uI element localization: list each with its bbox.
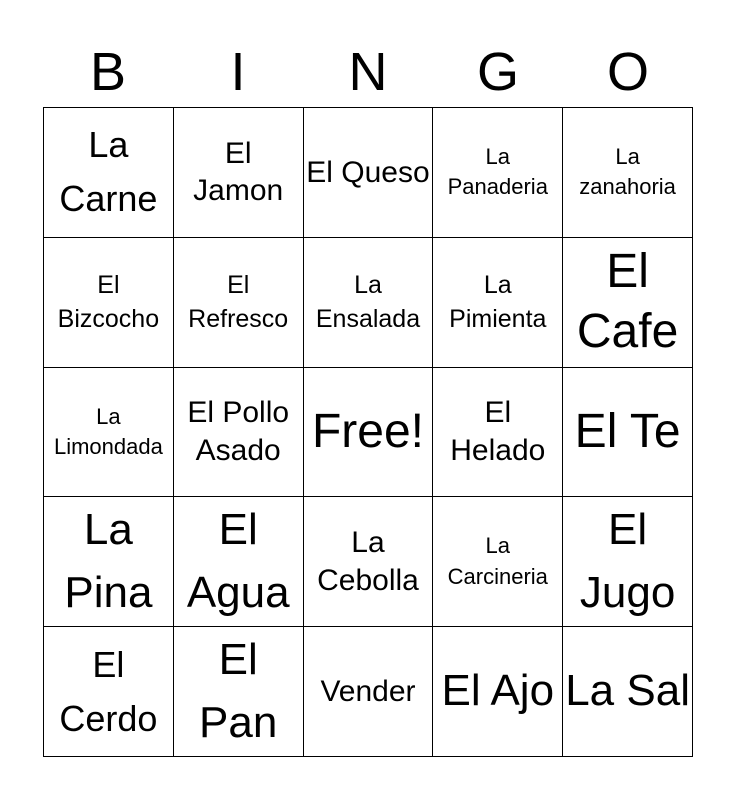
bingo-cell[interactable] <box>174 238 304 368</box>
bingo-cell[interactable] <box>433 108 563 238</box>
bingo-cell[interactable] <box>304 497 434 627</box>
cell-label: Vender <box>320 674 416 708</box>
cell-label: La Limondada <box>53 403 163 459</box>
header-letter-i: I <box>230 42 246 102</box>
bingo-cell[interactable] <box>563 108 693 238</box>
cell-label: El Refresco <box>188 270 289 334</box>
header-letter-b: B <box>89 42 127 102</box>
bingo-cell[interactable] <box>304 627 434 757</box>
bingo-cell[interactable] <box>44 108 174 238</box>
free-space-label: Free! <box>311 404 424 458</box>
cell-label: La Carcineria <box>447 533 548 589</box>
cell-label: El Helado <box>450 396 546 467</box>
bingo-cell[interactable] <box>174 368 304 498</box>
cell-label: La Pina <box>64 505 153 617</box>
header-letter-g: G <box>476 42 519 102</box>
cell-label: El Bizcocho <box>57 270 160 334</box>
bingo-cell[interactable] <box>433 627 563 757</box>
cell-label: El Ajo <box>441 666 555 716</box>
bingo-cell[interactable] <box>44 497 174 627</box>
cell-label: La Pimienta <box>449 270 547 334</box>
cell-label: La Carne <box>59 124 158 220</box>
bingo-cell[interactable] <box>563 368 693 498</box>
cell-label: El Pollo Asado <box>187 396 290 467</box>
bingo-cell[interactable] <box>433 238 563 368</box>
bingo-cell[interactable] <box>174 108 304 238</box>
cell-label: El Te <box>574 404 681 458</box>
cell-label: La Cebolla <box>317 526 419 597</box>
cell-label: La Ensalada <box>315 270 421 334</box>
bingo-board <box>43 107 693 757</box>
bingo-cell[interactable] <box>174 627 304 757</box>
bingo-cell[interactable] <box>304 238 434 368</box>
cell-label: La Panaderia <box>447 144 548 200</box>
bingo-cell[interactable] <box>563 238 693 368</box>
bingo-cell[interactable] <box>304 108 434 238</box>
bingo-cell[interactable] <box>44 368 174 498</box>
bingo-cell[interactable] <box>174 497 304 627</box>
cell-label: La Sal <box>565 666 690 716</box>
cell-label: El Agua <box>186 505 290 617</box>
cell-label: El Jamon <box>193 136 284 208</box>
bingo-header <box>43 38 693 106</box>
header-letter-n: N <box>348 42 388 102</box>
bingo-cell[interactable] <box>563 627 693 757</box>
cell-label: El Cafe <box>576 245 679 359</box>
cell-label: La zanahoria <box>579 144 676 200</box>
cell-label: El Cerdo <box>59 643 158 739</box>
bingo-cell[interactable] <box>433 368 563 498</box>
cell-label: El Queso <box>306 155 430 189</box>
cell-label: El Pan <box>199 635 278 747</box>
bingo-cell[interactable] <box>563 497 693 627</box>
cell-label: El Jugo <box>579 505 676 617</box>
bingo-cell[interactable] <box>44 627 174 757</box>
header-letter-o: O <box>606 42 649 102</box>
bingo-cell[interactable] <box>44 238 174 368</box>
bingo-cell[interactable] <box>433 497 563 627</box>
bingo-cell[interactable] <box>304 368 434 498</box>
